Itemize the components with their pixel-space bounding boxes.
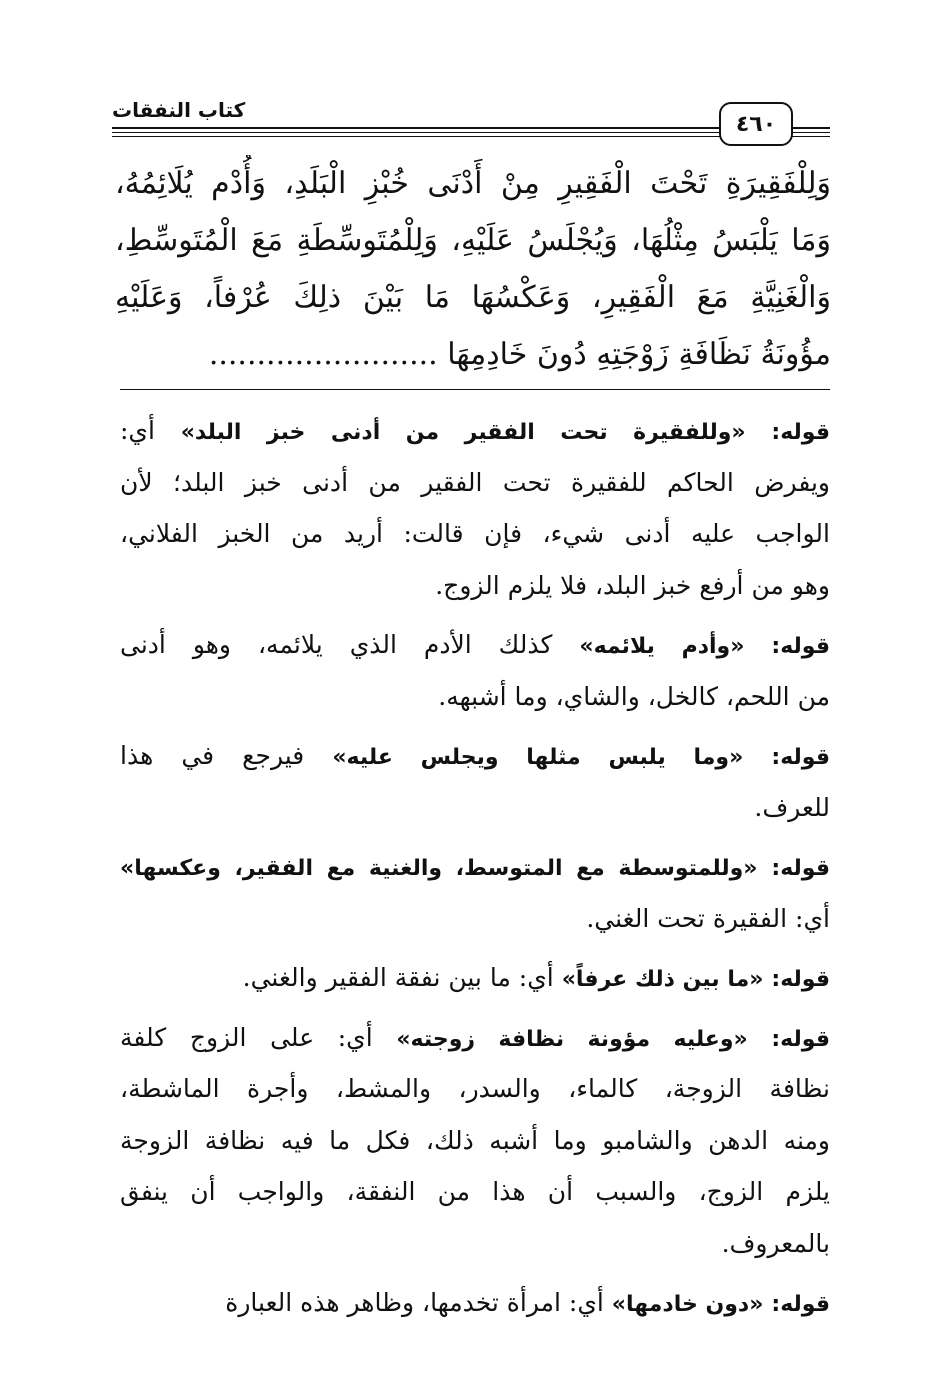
commentary-text: الواجب عليه أدنى شيء، فإن قالت: أريد من الخبز الفلاني، [120,519,830,548]
commentary-text: أي: على الزوج كلفة [120,1022,373,1052]
commentary-text: فيرجع في هذا [120,741,305,770]
commentary-paragraph [120,952,830,1004]
commentary-line [120,730,830,782]
matn-quote: «وللمتوسطة مع المتوسط، والغنية مع الفقير، وعكسها» [120,856,758,881]
commentary-line [120,619,830,671]
commentary-text: بالمعروف. [721,1228,830,1258]
commentary-line [120,893,830,945]
qawl-label: قوله: [771,745,830,770]
commentary-text: ومنه الدهن والشامبو وما أشبه ذلك، فكل ما فيه نظافة الزوجة [120,1125,830,1155]
page-number-frame [719,102,793,146]
matn-quote: «وأدم يلائمه» [579,634,745,659]
matn-line: وَالْغَنِيَّةِ مَعَ الْفَقِيرِ، وَعَكْسُهَا مَا بَيْنَ ذلِكَ عُرْفاً، وَعَلَيْهِ [115,280,831,315]
commentary-paragraph [120,1012,830,1270]
qawl-label: قوله: [771,634,830,659]
commentary-line [120,841,830,893]
matn-quote: «وما يلبس مثلها ويجلس عليه» [332,745,744,770]
matn-quote: «ما بين ذلك عرفاً» [561,967,764,992]
commentary-text: أي: امرأة تخدمها، وظاهر هذه العبارة [225,1288,604,1317]
qawl-label: قوله: [771,967,830,992]
commentary-text: أي: [120,416,155,445]
commentary-line [120,560,830,612]
page-number: ٤٦٠ [735,111,777,137]
qawl-label: قوله: [771,1292,830,1317]
commentary-line [120,1115,830,1167]
commentary-line [120,782,830,834]
commentary-line [120,1277,830,1329]
commentary-line [120,952,830,1004]
commentary-section [120,405,830,1337]
matn-quote: «وعليه مؤونة نظافة زوجته» [396,1026,748,1052]
qawl-label: قوله: [771,856,830,881]
commentary-text: أي: الفقيرة تحت الغني. [586,903,830,933]
qawl-label: قوله: [771,1026,830,1052]
commentary-line [120,405,830,457]
commentary-paragraph [120,405,830,611]
commentary-line [120,457,830,509]
commentary-paragraph [120,1277,830,1329]
commentary-line [120,1218,830,1270]
qawl-label: قوله: [771,420,830,445]
commentary-line [120,1166,830,1218]
matn-quote: «دون خادمها» [611,1292,764,1317]
matn-line: وَلِلْفَقِيرَةِ تَحْتَ الْفَقِيرِ مِنْ أَدْنَى خُبْزِ الْبَلَدِ، وَأُدْم يُلَائِمُهُ، [115,166,831,201]
commentary-paragraph [120,841,830,944]
commentary-text: من اللحم، كالخل، والشاي، وما أشبهه. [438,681,830,711]
matn-line: وَمَا يَلْبَسُ مِثْلُهَا، وَيُجْلَسُ عَلَيْهِ، وَلِلْمُتَوسِّطَةِ مَعَ الْمُتَوسِّطِ، [115,223,831,258]
matn-quote: «وللفقيرة تحت الفقير من أدنى خبز البلد» [180,420,746,445]
chapter-title: كتاب النفقات [112,98,246,122]
commentary-line [120,1063,830,1115]
matn-line: مؤُونَةُ نَظَافَةِ زَوْجَتِهِ دُونَ خَادِمِهَا ........................ [208,337,831,372]
commentary-text: يلزم الزوج، والسبب أن هذا من النفقة، والواجب أن ينفق [120,1177,830,1206]
commentary-line [120,1012,830,1064]
commentary-text: كذلك الأدم الذي يلائمه، وهو أدنى [120,630,553,659]
commentary-text: ويفرض الحاكم للفقيرة تحت الفقير من أدنى خبز البلد؛ لأن [120,467,830,497]
commentary-text: أي: ما بين نفقة الفقير والغني. [242,963,554,992]
matn-text [115,155,831,383]
commentary-text: للعرف. [754,792,830,822]
commentary-text: نظافة الزوجة، كالماء، والسدر، والمشط، وأجرة الماشطة، [120,1074,830,1103]
commentary-line [120,671,830,723]
matn-separator-rule [120,389,830,390]
page-header [112,98,830,148]
commentary-paragraph [120,730,830,833]
commentary-paragraph [120,619,830,722]
commentary-text: وهو من أرفع خبز البلد، فلا يلزم الزوج. [435,570,830,600]
commentary-line [120,508,830,560]
